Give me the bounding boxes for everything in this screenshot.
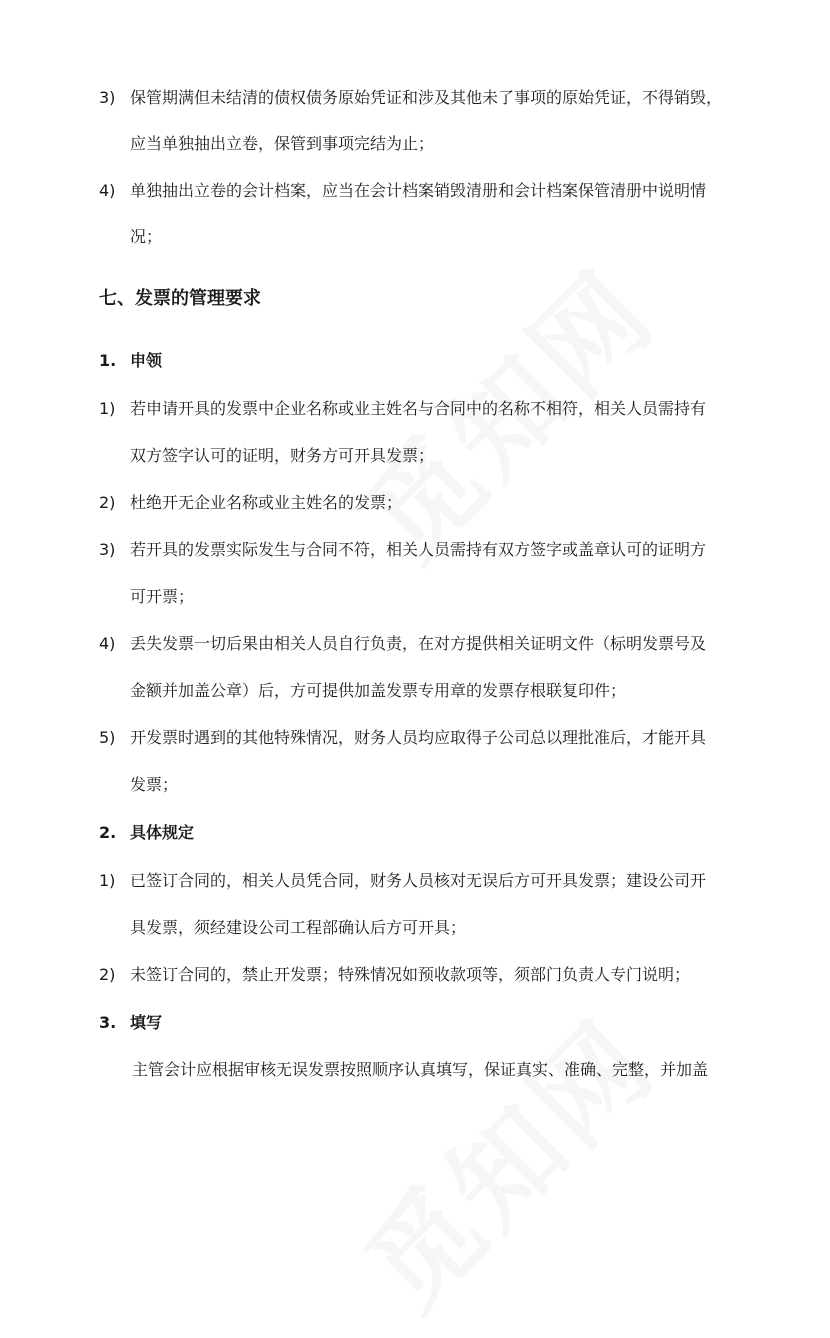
- list-number: 1): [99, 871, 116, 890]
- list-item-text: 开发票时遇到的其他特殊情况，财务人员均应取得子公司总以理批准后，才能开具: [130, 728, 707, 747]
- list-item-text: 已签订合同的，相关人员凭合同，财务人员核对无误后方可开具发票；建设公司开: [130, 871, 707, 890]
- section-heading: 七、发票的管理要求: [99, 288, 261, 309]
- list-item-text-cont: 具发票，须经建设公司工程部确认后方可开具；: [130, 918, 467, 937]
- list-item-text-cont: 可开票；: [130, 587, 195, 606]
- list-number: 4): [99, 634, 116, 653]
- list-number: 2): [99, 493, 116, 512]
- subsection-number: 2.: [99, 823, 117, 842]
- list-item-text: 杜绝开无企业名称或业主姓名的发票；: [130, 493, 403, 512]
- list-number: 5): [99, 728, 116, 747]
- list-item-text: 未签订合同的，禁止开发票；特殊情况如预收款项等，须部门负责人专门说明；: [130, 965, 691, 984]
- subsection-number: 1.: [99, 351, 117, 370]
- list-item-text-cont: 应当单独抽出立卷，保管到事项完结为止；: [130, 134, 435, 153]
- paragraph-text: 主管会计应根据审核无误发票按照顺序认真填写，保证真实、准确、完整，并加盖: [132, 1060, 709, 1079]
- list-item-text-cont: 发票；: [130, 775, 179, 794]
- list-item-text-cont: 双方签字认可的证明，财务方可开具发票；: [130, 446, 435, 465]
- subsection-number: 3.: [99, 1013, 117, 1032]
- list-item-text: 若开具的发票实际发生与合同不符，相关人员需持有双方签字或盖章认可的证明方: [130, 540, 707, 559]
- list-number: 3): [99, 88, 116, 107]
- subsection-title: 申领: [130, 351, 163, 370]
- list-item-text-cont: 金额并加盖公章）后，方可提供加盖发票专用章的发票存根联复印件；: [130, 681, 627, 700]
- list-number: 1): [99, 399, 116, 418]
- subsection-title: 填写: [130, 1013, 163, 1032]
- list-item-text: 保管期满但未结清的债权债务原始凭证和涉及其他未了事项的原始凭证，不得销毁，: [130, 88, 723, 107]
- list-number: 2): [99, 965, 116, 984]
- subsection-title: 具体规定: [130, 823, 195, 842]
- list-item-text: 若申请开具的发票中企业名称或业主姓名与合同中的名称不相符，相关人员需持有: [130, 399, 707, 418]
- list-item-text-cont: 况；: [130, 227, 163, 246]
- list-number: 4): [99, 181, 116, 200]
- list-item-text: 单独抽出立卷的会计档案，应当在会计档案销毁清册和会计档案保管清册中说明情: [130, 181, 707, 200]
- list-item-text: 丢失发票一切后果由相关人员自行负责，在对方提供相关证明文件（标明发票号及: [130, 634, 707, 653]
- list-number: 3): [99, 540, 116, 559]
